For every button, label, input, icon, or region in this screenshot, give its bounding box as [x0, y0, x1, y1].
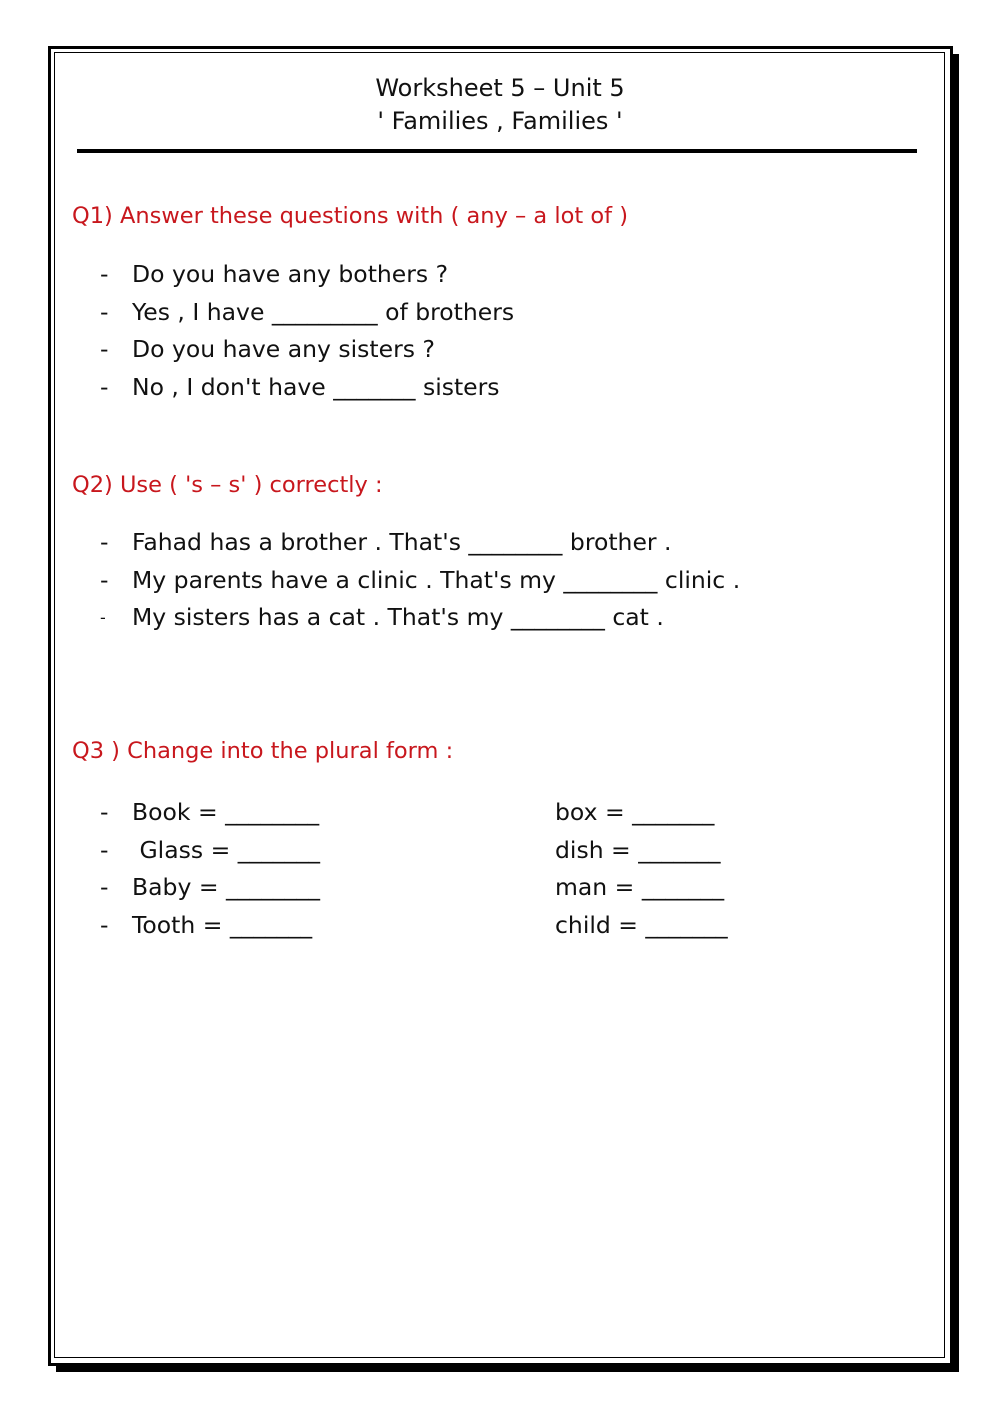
- q3-left-item-text: Book = ________: [132, 798, 320, 826]
- q3-right-item: child = _______: [555, 910, 728, 939]
- q1-item: [100, 331, 514, 369]
- q3-left-list: [100, 794, 320, 944]
- worksheet-title: [0, 72, 1000, 138]
- q3-right-item: man = _______: [555, 873, 725, 901]
- page-inner-border: [54, 52, 945, 1358]
- bullet-dash: -: [100, 260, 109, 288]
- bullet-dash: -: [100, 297, 109, 326]
- q2-heading: Q2) Use ( 's – s' ) correctly :: [72, 472, 383, 498]
- bullet-dash: -: [100, 798, 109, 826]
- q2-item: [100, 562, 740, 600]
- bullet-dash: -: [100, 528, 109, 556]
- q3-left-item: [100, 869, 320, 907]
- q2-item-text: My parents have a clinic . That's my ________ clinic .: [132, 565, 741, 594]
- q2-list: [100, 524, 740, 637]
- q3-right-item: box = _______: [555, 798, 715, 826]
- q3-left-item-text: Glass = _______: [132, 835, 320, 864]
- q2-item: [100, 599, 740, 637]
- title-divider: [77, 149, 917, 153]
- bullet-dash: -: [100, 565, 109, 594]
- worksheet-title-line1: Worksheet 5 – Unit 5: [375, 74, 625, 102]
- q3-left-item: [100, 832, 320, 870]
- q1-item: [100, 256, 514, 294]
- q1-item-text: Do you have any sisters ?: [132, 335, 435, 363]
- q3-left-item-text: Baby = ________: [132, 873, 320, 901]
- q3-right-list: [555, 794, 728, 944]
- q3-left-item: [100, 907, 320, 945]
- bullet-dash: -: [100, 873, 109, 901]
- q3-right-item: dish = _______: [555, 835, 721, 864]
- q2-item-text: Fahad has a brother . That's ________ brother .: [132, 528, 672, 556]
- q1-item-text: No , I don't have _______ sisters: [132, 372, 500, 401]
- q3-heading: Q3 ) Change into the plural form :: [72, 738, 454, 764]
- worksheet-title-line2: ' Families , Families ': [377, 107, 623, 135]
- q1-item: [100, 294, 514, 332]
- bullet-dash: -: [100, 608, 106, 627]
- q1-item: [100, 369, 514, 407]
- q2-item: [100, 524, 740, 562]
- bullet-dash: -: [100, 372, 109, 401]
- q3-left-item-text: Tooth = _______: [132, 910, 313, 939]
- q1-list: [100, 256, 514, 406]
- bullet-dash: -: [100, 335, 109, 363]
- q3-left-item: [100, 794, 320, 832]
- q1-item-text: Do you have any bothers ?: [132, 260, 449, 288]
- bullet-dash: -: [100, 835, 109, 864]
- q1-item-text: Yes , I have _________ of brothers: [132, 297, 515, 326]
- q2-item-text: My sisters has a cat . That's my ________ cat .: [132, 603, 664, 631]
- q1-heading: Q1) Answer these questions with ( any – a lot of ): [72, 203, 628, 229]
- bullet-dash: -: [100, 910, 109, 939]
